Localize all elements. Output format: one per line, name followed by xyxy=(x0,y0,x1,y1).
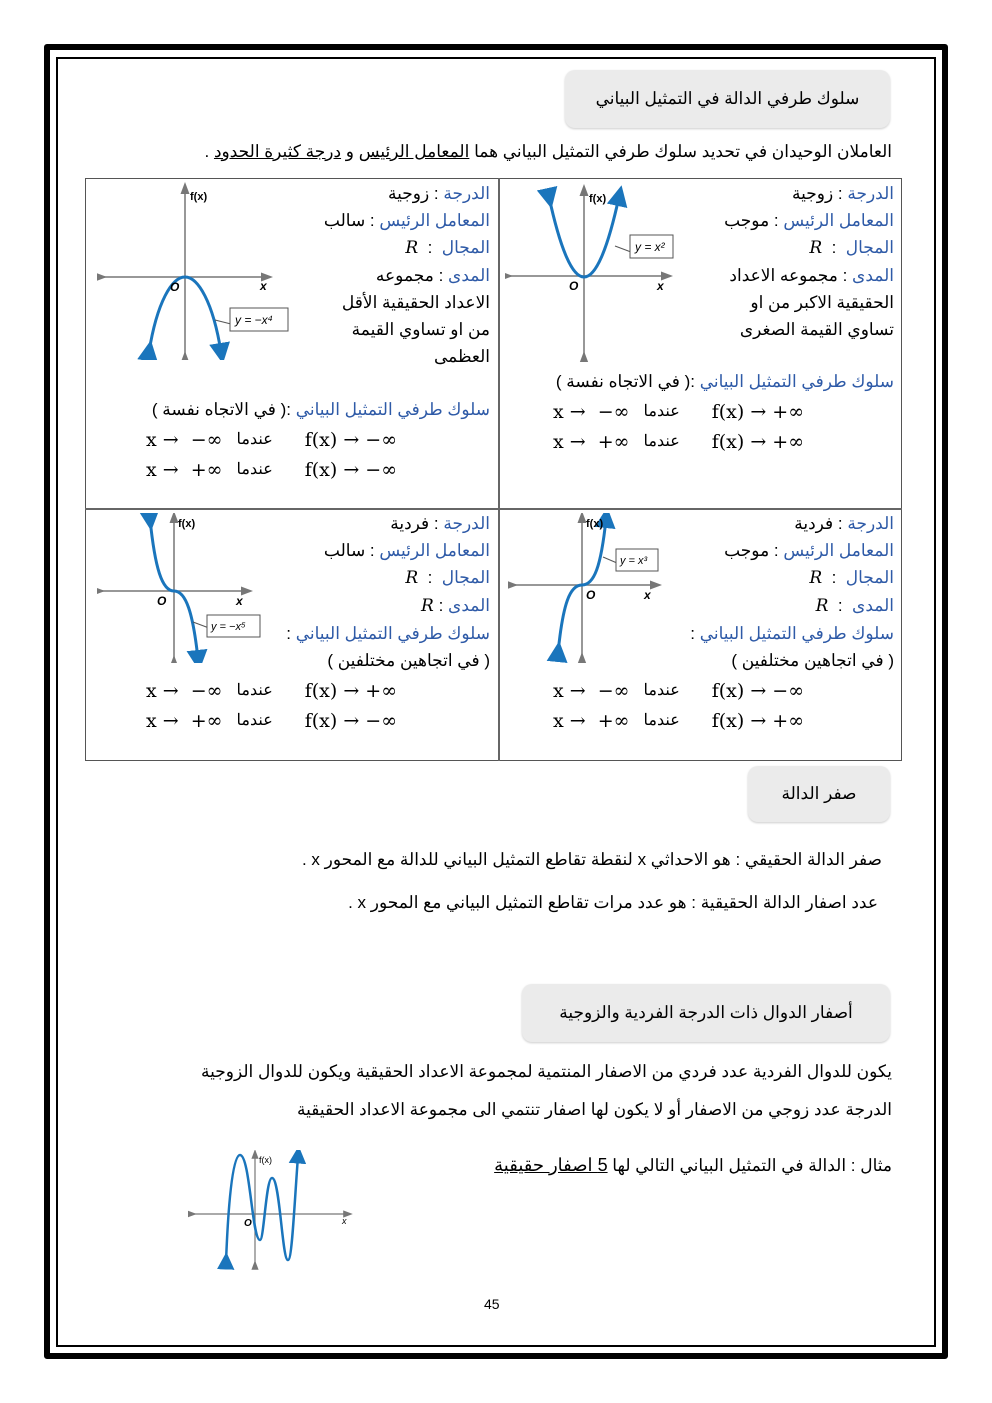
label-degree: الدرجة xyxy=(443,514,490,533)
section-heading-end-behavior xyxy=(565,70,890,128)
example-value: 5 اصفار حقيقية xyxy=(494,1155,608,1175)
section-heading-odd-even-zeros xyxy=(522,984,890,1042)
graph-x-cubed xyxy=(508,513,668,663)
svg-text:x: x xyxy=(342,1216,347,1226)
example-prefix: مثال : الدالة في التمثيل البياني التالي لها xyxy=(607,1156,892,1175)
cell-odd-negative-props: الدرجة : فردية المعامل الرئيس : سالب المجال : R المدى : R سلوك طرفي التمثيل البياني : ( في اتجاهين مختلفين ) xyxy=(250,510,490,674)
value-range-cont: العظمى xyxy=(433,347,490,366)
when-label: عندما xyxy=(236,461,273,478)
limit-f: f(x) → −∞ xyxy=(304,459,398,481)
label-degree: الدرجة xyxy=(443,184,490,203)
intro-paragraph xyxy=(132,142,892,162)
when-label: عندما xyxy=(643,682,680,699)
when-label: عندما xyxy=(236,682,273,699)
svg-text:f(x): f(x) xyxy=(190,191,208,203)
cell-even-positive-props: الدرجة : زوجية المعامل الرئيس : موجب المجال : R المدى : مجموعه الاعداد الحقيقية الاكبر من او تساوي القيمة الصغرى xyxy=(694,180,894,343)
label-end-behavior: سلوك طرفي التمثيل البياني xyxy=(295,400,490,419)
cell-even-negative-props: الدرجة : زوجية المعامل الرئيس : سالب المجال : R المدى : مجموعه الاعداد الحقيقية الأقل من او تساوي القيمة العظمى xyxy=(300,180,490,370)
limit-x: x → +∞ xyxy=(146,459,223,481)
svg-text:x: x xyxy=(657,279,664,293)
page-number: 45 xyxy=(484,1296,500,1312)
heading-text: صفر الدالة xyxy=(781,784,857,803)
limit-f: f(x) → +∞ xyxy=(711,401,805,423)
limit-f: f(x) → −∞ xyxy=(711,680,805,702)
graph-neg-x-fifth xyxy=(97,513,267,663)
svg-text:O: O xyxy=(170,280,180,294)
when-label: عندما xyxy=(643,712,680,729)
value-degree: فردية xyxy=(794,514,834,533)
limit-f: f(x) → −∞ xyxy=(304,710,398,732)
heading-text: أصفار الدوال ذات الدرجة الفردية والزوجية xyxy=(559,1003,853,1022)
label-coef: المعامل الرئيس xyxy=(379,541,490,560)
graph-x-squared xyxy=(505,182,685,362)
cell-even-negative-behavior: سلوك طرفي التمثيل البياني :( في الاتجاه نفسة ) xyxy=(151,400,490,419)
graph-five-zeros xyxy=(188,1150,358,1275)
term-degree: درجة كثيرة الحدود xyxy=(213,142,342,161)
term-leading-coef: المعامل الرئيس xyxy=(358,142,470,161)
value-domain: R xyxy=(405,568,419,588)
limit-f: f(x) → −∞ xyxy=(304,429,398,451)
value-range-cont: الحقيقية الاكبر من او xyxy=(750,293,894,312)
label-end-behavior: سلوك طرفي التمثيل البياني xyxy=(699,624,894,643)
limit-f: f(x) → +∞ xyxy=(711,710,805,732)
svg-text:y = −x⁴: y = −x⁴ xyxy=(235,313,273,327)
when-label: عندما xyxy=(236,431,273,448)
value-range: مجموعه xyxy=(375,266,434,285)
label-range: المدى xyxy=(448,596,490,615)
section-heading-zero xyxy=(748,766,890,822)
svg-text:x: x xyxy=(644,588,651,602)
value-range: مجموعه الاعداد xyxy=(729,266,838,285)
intro-text: العاملان الوحيدان في تحديد سلوك طرفي التمثيل البياني هما xyxy=(469,142,892,161)
label-range: المدى xyxy=(852,266,894,285)
svg-text:x: x xyxy=(236,594,243,608)
zero-count-definition: عدد اصفار الدالة الحقيقية : هو عدد مرات تقاطع التمثيل البياني مع المحور x . xyxy=(348,893,878,912)
heading-text: سلوك طرفي الدالة في التمثيل البياني xyxy=(595,89,860,108)
odd-even-paragraph-line2: الدرجة عدد زوجي من الاصفار أو لا يكون لها اصفار تنتمي الى مجموعة الاعداد الحقيقية xyxy=(297,1100,892,1119)
value-behavior: ( في اتجاهين مختلفين ) xyxy=(327,651,490,670)
value-range: R xyxy=(421,596,434,616)
svg-text:O: O xyxy=(586,588,596,602)
limit-x: x → +∞ xyxy=(553,431,630,453)
value-range-cont: تساوي القيمة الصغرى xyxy=(739,320,894,339)
cell-odd-positive-limits xyxy=(553,676,804,736)
cell-odd-positive-props: الدرجة : فردية المعامل الرئيس : موجب المجال : R المدى : R سلوك طرفي التمثيل البياني : ( في اتجاهين مختلفين ) xyxy=(654,510,894,674)
label-coef: المعامل الرئيس xyxy=(379,211,490,230)
label-domain: المجال xyxy=(441,568,490,587)
limit-x: x → −∞ xyxy=(553,401,630,423)
graph-neg-x-fourth xyxy=(97,182,292,360)
svg-text:y = −x⁵: y = −x⁵ xyxy=(211,621,246,633)
value-degree: زوجية xyxy=(387,184,430,203)
value-range: R xyxy=(815,596,829,616)
svg-text:O: O xyxy=(157,594,167,608)
value-behavior: ( في اتجاهين مختلفين ) xyxy=(731,651,894,670)
label-coef: المعامل الرئيس xyxy=(783,541,894,560)
label-domain: المجال xyxy=(845,238,894,257)
limit-x: x → −∞ xyxy=(146,429,223,451)
label-range: المدى xyxy=(448,266,490,285)
limit-f: f(x) → +∞ xyxy=(711,431,805,453)
svg-text:f(x): f(x) xyxy=(589,193,607,205)
table-divider-vertical xyxy=(498,178,500,761)
value-behavior: ( في الاتجاه نفسة ) xyxy=(555,372,691,391)
label-end-behavior: سلوك طرفي التمثيل البياني xyxy=(699,372,894,391)
svg-text:y = x³: y = x³ xyxy=(620,555,648,567)
zero-definition: صفر الدالة الحقيقي : هو الاحداثي x لنقطة تقاطع التمثيل البياني للدالة مع المحور x . xyxy=(301,850,882,869)
limit-x: x → −∞ xyxy=(146,680,223,702)
label-coef: المعامل الرئيس xyxy=(783,211,894,230)
label-degree: الدرجة xyxy=(847,184,894,203)
label-range: المدى xyxy=(852,596,894,615)
limit-x: x → +∞ xyxy=(553,710,630,732)
value-coef: موجب xyxy=(724,541,770,560)
cell-odd-negative-limits xyxy=(146,676,397,736)
value-behavior: ( في الاتجاه نفسة ) xyxy=(151,400,287,419)
label-domain: المجال xyxy=(845,568,894,587)
svg-text:O: O xyxy=(244,1218,252,1229)
svg-text:x: x xyxy=(260,279,267,293)
when-label: عندما xyxy=(643,433,680,450)
value-coef: سالب xyxy=(323,541,366,560)
value-domain: R xyxy=(809,568,823,588)
label-domain: المجال xyxy=(441,238,490,257)
example-text xyxy=(392,1155,892,1176)
value-range-cont: من او تساوي القيمة xyxy=(351,320,490,339)
limit-x: x → −∞ xyxy=(553,680,630,702)
cell-even-negative-limits xyxy=(146,425,397,485)
svg-text:f(x): f(x) xyxy=(259,1155,272,1165)
label-end-behavior: سلوك طرفي التمثيل البياني xyxy=(295,624,490,643)
value-degree: فردية xyxy=(390,514,430,533)
svg-text:f(x): f(x) xyxy=(178,518,196,530)
svg-text:f(x): f(x) xyxy=(586,518,604,530)
value-coef: موجب xyxy=(724,211,770,230)
when-label: عندما xyxy=(236,712,273,729)
value-domain: R xyxy=(405,238,419,258)
value-coef: سالب xyxy=(323,211,366,230)
when-label: عندما xyxy=(643,403,680,420)
svg-text:O: O xyxy=(569,279,579,293)
limit-x: x → +∞ xyxy=(146,710,223,732)
value-domain: R xyxy=(809,238,823,258)
odd-even-paragraph-line1: يكون للدوال الفردية عدد فردي من الاصفار المنتمية لمجموعة الاعداد الحقيقية ويكون للدوال الزوجية xyxy=(200,1062,892,1081)
cell-even-positive-limits xyxy=(553,397,804,457)
intro-suffix: . xyxy=(204,142,214,161)
limit-f: f(x) → +∞ xyxy=(304,680,398,702)
value-range-cont: الاعداد الحقيقية الأقل xyxy=(341,293,490,312)
value-degree: زوجية xyxy=(791,184,834,203)
cell-even-positive-behavior: سلوك طرفي التمثيل البياني :( في الاتجاه نفسة ) xyxy=(555,372,894,391)
svg-text:y = x²: y = x² xyxy=(635,240,665,254)
label-degree: الدرجة xyxy=(847,514,894,533)
intro-and: و xyxy=(341,142,359,161)
